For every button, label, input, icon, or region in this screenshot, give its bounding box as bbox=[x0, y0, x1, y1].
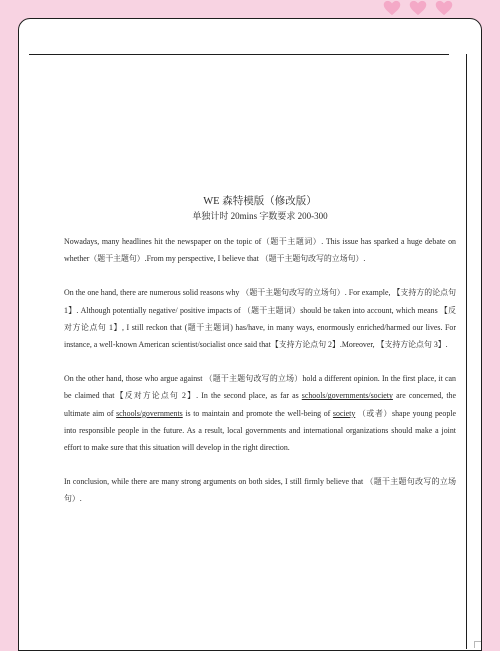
paragraph-introduction bbox=[64, 233, 456, 267]
text-segment: In conclusion, while there are many strong arguments on both sides, I still firmly believe that （题干主题句改写的立场句）. bbox=[64, 477, 456, 504]
heart-icon bbox=[409, 0, 427, 16]
page-corner-mark bbox=[474, 641, 481, 648]
top-rule-line bbox=[29, 54, 449, 55]
text-segment: On the other hand, those who argue against （题干主题句改写的立场）hold a different opinion. In the first place, it can be claimed that【反对方论点句 2】. In the second place, as far as bbox=[64, 374, 456, 401]
underlined-term: schools/governments bbox=[116, 408, 183, 418]
text-segment: On the one hand, there are numerous solid reasons why （题干主题句改写的立场句）. For example, 【支持方的论点句 1】. Although potentially negative/ positive impacts of （题干主题词）should be taken into account, which means 【反对方论点句 1】, I still reckon that (题干主题词) has/have, in many ways, enormously enriched/harmed our lives. For instance, a well-known American scientist/socialist once said that【支持方论点句 2】.Moreover, 【支持方论点句 3】. bbox=[64, 288, 456, 350]
paragraph-supporting-arguments bbox=[64, 284, 456, 353]
right-rule-line bbox=[466, 54, 467, 649]
heart-icon bbox=[383, 0, 401, 16]
text-segment: are concerned, the ultimate aim of bbox=[64, 391, 456, 418]
page-subtitle: 单独计时 20mins 字数要求 200-300 bbox=[192, 211, 328, 221]
heart-icon bbox=[435, 0, 453, 16]
underlined-term: schools/governments/society bbox=[301, 391, 393, 401]
underlined-term: society bbox=[332, 408, 356, 418]
text-segment: （或者）shape young people into responsible people in the future. As a result, local governments and international organizations should make a joint effort to make sure that this situation will develop in the right direction. bbox=[64, 408, 456, 453]
paragraph-conclusion bbox=[64, 473, 456, 507]
page-title: WE 森特模版（修改版） bbox=[203, 196, 317, 207]
hearts-decoration bbox=[383, 0, 453, 16]
essay-template bbox=[64, 195, 456, 525]
text-segment: is to maintain and promote the well-being of bbox=[182, 408, 333, 418]
text-segment: Nowadays, many headlines hit the newspaper on the topic of（题干主题词）. This issue has sparked a huge debate on whether（题干主题句）.From my perspective, I believe that （题干主题句改写的立场句）. bbox=[64, 237, 456, 264]
paragraph-opposing-arguments bbox=[64, 370, 456, 456]
